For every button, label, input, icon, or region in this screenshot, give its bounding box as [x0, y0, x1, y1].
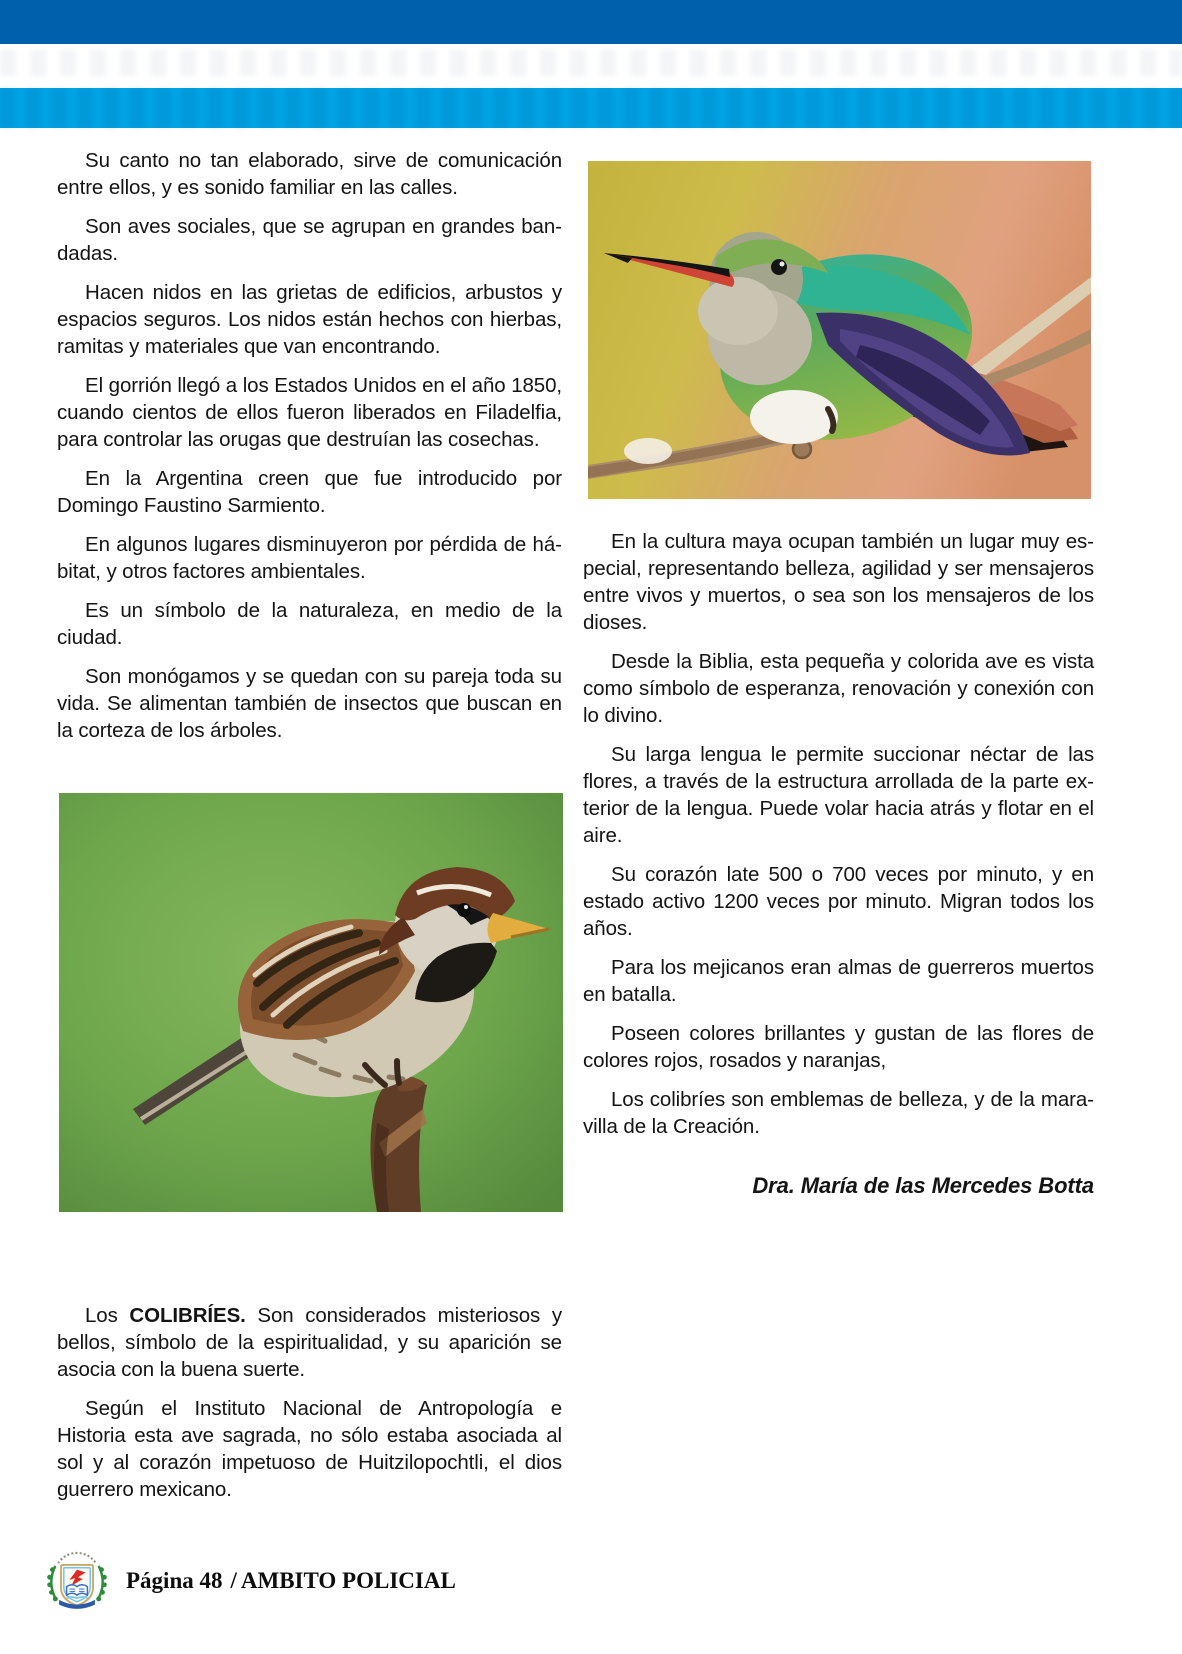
- paragraph-habitat: En algunos lugares disminuyeron por pérdida de hábitat, y otros factores ambientales.: [57, 533, 562, 583]
- paragraph-emblemas: Los colibríes son emblemas de belleza, y de la maravilla de la Creación.: [583, 1088, 1094, 1138]
- header-gap-showthrough: [0, 50, 1182, 76]
- left-column-text: [57, 147, 562, 756]
- paragraph-biblia: Desde la Biblia, esta pequeña y colorida ave es vista como símbolo de esperanza, renovación y conexión con lo divino.: [583, 650, 1094, 727]
- footer-page-label: Página 48: [126, 1568, 223, 1593]
- paragraph-corazon: Su corazón late 500 o 700 veces por minuto, y en estado activo 1200 veces por minuto. Migran todos los años.: [583, 863, 1094, 940]
- paragraph-aves-sociales: Son aves sociales, que se agrupan en grandes bandadas.: [57, 215, 562, 265]
- footer-text: [126, 1568, 456, 1594]
- left-column-colibries-text: [57, 1302, 562, 1515]
- header-bar-light: [0, 88, 1182, 128]
- header-bar-showthrough: [0, 88, 1182, 128]
- paragraph-monogamos: Son monógamos y se quedan con su pareja toda su vida. Se alimentan también de insectos que buscan en la corteza de los árboles.: [57, 665, 562, 742]
- paragraph-cultura-maya: En la cultura maya ocupan también un lugar muy especial, representando belleza, agilidad y ser mensajeros entre vivos y muertos, o sea son los mensajeros de los dioses.: [583, 530, 1094, 634]
- header-bar-dark: [0, 0, 1182, 44]
- author-signature: Dra. María de las Mercedes Botta: [752, 1173, 1094, 1198]
- paragraph-instituto: Según el Instituto Nacional de Antropología e Historia esta ave sagrada, no sólo estaba asociada al sol y al corazón impetuoso de Huitzilopochtli, el dios guerrero mexicano.: [57, 1397, 562, 1501]
- paragraph-colibries-lead: [57, 1302, 562, 1383]
- footer-magazine-name: AMBITO POLICIAL: [240, 1568, 456, 1593]
- paragraph-estados-unidos: El gorrión llegó a los Estados Unidos en el año 1850, cuando cientos de ellos fueron liberados en Filadelfia, para controlar las orugas que destruían las cosechas.: [57, 374, 562, 451]
- page-footer: [44, 1550, 456, 1612]
- paragraph-colores: Poseen colores brillantes y gustan de las flores de colores rojos, rosados y naranjas,: [583, 1022, 1094, 1072]
- ambito-policial-logo-icon: [44, 1550, 110, 1612]
- footer-separator: /: [230, 1568, 237, 1593]
- paragraph-canto: Su canto no tan elaborado, sirve de comunicación entre ellos, y es sonido familiar en las calles.: [57, 149, 562, 199]
- paragraph-lengua: Su larga lengua le permite succionar néctar de las flores, a través de la estructura arrollada de la parte exterior de la lengua. Puede volar hacia atrás y flotar en el aire.: [583, 743, 1094, 847]
- lead-bold: COLIBRÍES.: [129, 1304, 246, 1327]
- sparrow-photo: [59, 793, 563, 1212]
- right-column-text: [583, 528, 1094, 1211]
- hummingbird-photo: [588, 161, 1091, 499]
- paragraph-argentina: En la Argentina creen que fue introducido por Domingo Faustino Sarmiento.: [57, 467, 562, 517]
- paragraph-mejicanos: Para los mejicanos eran almas de guerreros muertos en batalla.: [583, 956, 1094, 1006]
- lead-prefix: Los: [85, 1304, 130, 1327]
- paragraph-nidos: Hacen nidos en las grietas de edificios, arbustos y espacios seguros. Los nidos están hechos con hierbas, ramitas y materiales que van encontrando.: [57, 281, 562, 358]
- paragraph-simbolo: Es un símbolo de la naturaleza, en medio de la ciudad.: [57, 599, 562, 649]
- lead-rest: Son considerados misteriosos y bellos, símbolo de la espiritualidad, y su aparición se asocia con la buena suerte.: [57, 1304, 562, 1381]
